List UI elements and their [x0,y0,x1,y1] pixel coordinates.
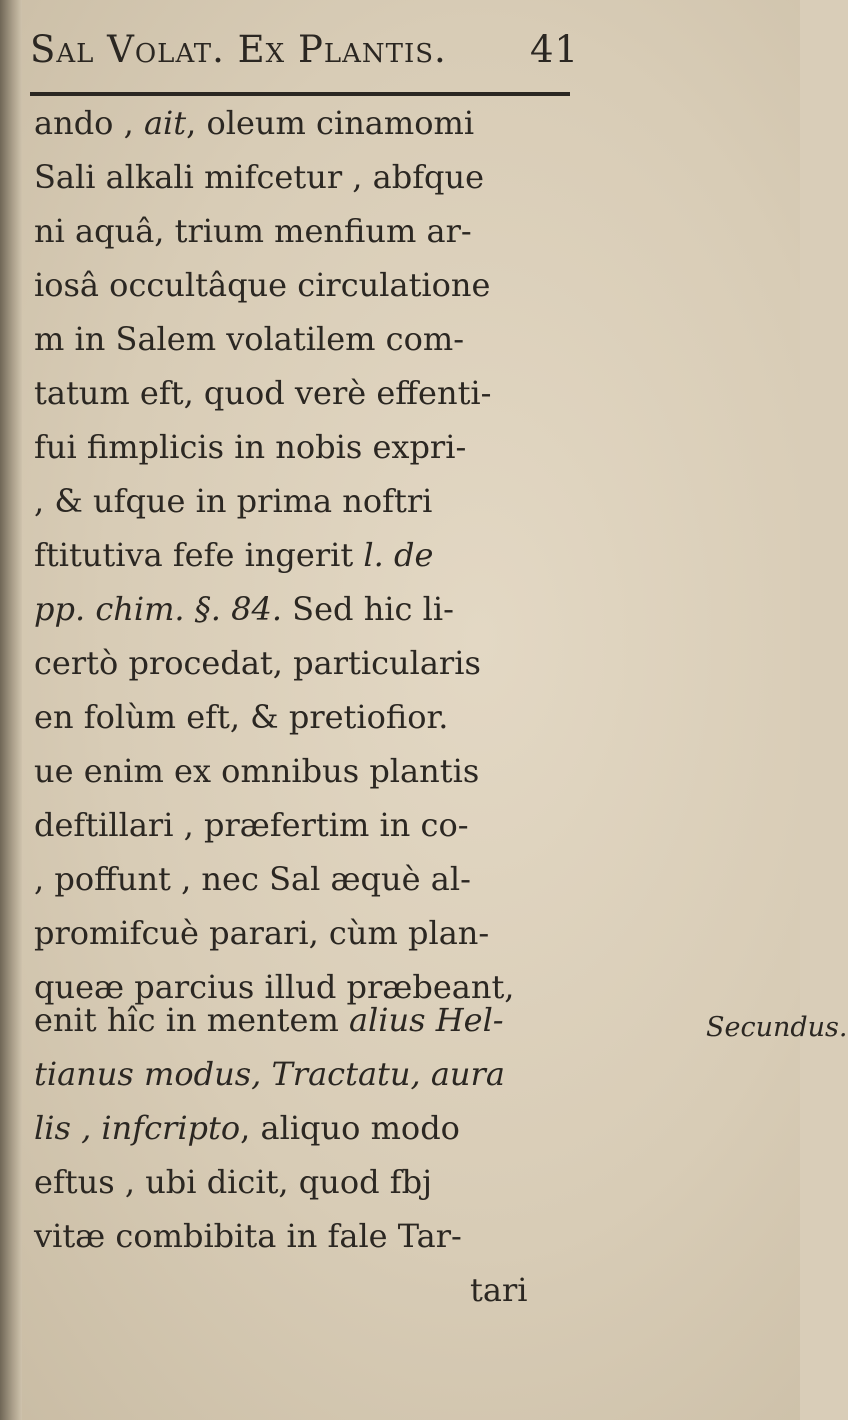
running-title: Sal Volat. Ex Plantis. [30,28,447,71]
text-line: queæ parcius illud præbeant, [34,968,515,1006]
text-line: , & ufque in prima noftri [34,482,433,520]
text-line: enit hîc in mentem alius Hel- [34,1001,504,1039]
text-line: pp. chim. §. 84. Sed hic li- [34,590,454,628]
text-line: vitæ combibita in fale Tar- [34,1217,462,1255]
text-line: ftitutiva fefe ingerit l. de [34,536,434,574]
text-line: iosâ occultâque circulatione [34,266,491,304]
text-line: en folùm eft, & pretiofior. [34,698,449,736]
margin-note: Secundus. [706,1012,848,1043]
text-line: tatum eft, quod verè effenti- [34,374,492,412]
text-line: , poffunt , nec Sal æquè al- [34,860,471,898]
text-line: fui fimplicis in nobis expri- [34,428,467,466]
text-line: tianus modus, Tractatu, aura [34,1055,505,1093]
text-line: m in Salem volatilem com- [34,320,464,358]
text-line: ue enim ex omnibus plantis [34,752,480,790]
catchword: tari [470,1271,528,1309]
text-line: deftillari , præfertim in co- [34,806,469,844]
text-line: certò procedat, particularis [34,644,481,682]
running-header [30,14,590,74]
text-line: ando , ait, oleum cinamomi [34,104,475,142]
page-number: 41 [530,28,580,71]
binding-gutter [0,0,22,1420]
text-line: promifcuè parari, cùm plan- [34,914,490,952]
text-line: lis , infcripto, aliquo modo [34,1109,460,1147]
header-rule [30,92,570,96]
text-line: ni aquâ, trium menfium ar- [34,212,472,250]
text-line: Sali alkali mifcetur , abfque [34,158,485,196]
text-line: eftus , ubi dicit, quod fbj [34,1163,433,1201]
